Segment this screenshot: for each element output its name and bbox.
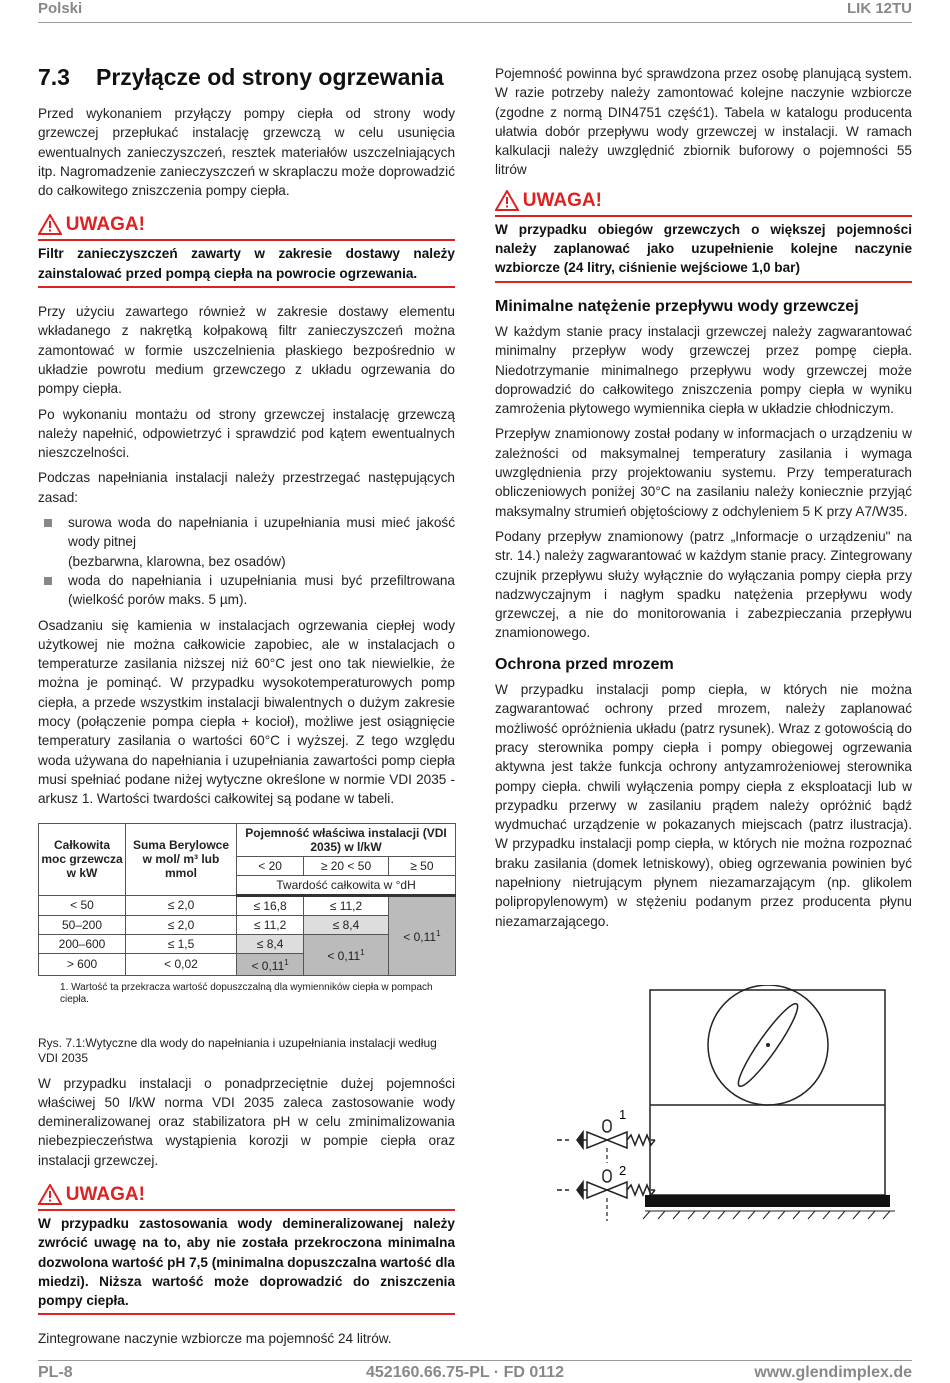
table-cell-merged: < $0,11^1$ (304, 934, 389, 975)
frost-protection-diagram (555, 985, 915, 1225)
left-column (38, 58, 455, 1355)
page-header (38, 0, 912, 23)
unit-base (645, 1195, 890, 1207)
warning-label: UWAGA! (65, 214, 145, 236)
table-row: 200–600 ≤ 1,5 ≤ 8,4 < $0,11^1$ (39, 934, 456, 953)
warning-label: UWAGA! (65, 1183, 145, 1205)
figure-caption: Rys. 7.1:Wytyczne dla wody do napełniania i uzupełniania instalacji według VDI 2035 (38, 1035, 437, 1065)
footer-page-number: PL-8 (38, 1364, 73, 1381)
water-hardness-table (38, 823, 456, 976)
table-header-lt20: < 20 (237, 856, 304, 875)
warning-label: UWAGA! (522, 189, 602, 211)
warning-triangle-icon (495, 190, 519, 211)
table-header-ge50: ≥ 50 (388, 856, 455, 875)
warning-text: W przypadku zastosowania wody demineralizowanej należy zwrócić uwagę na to, aby nie została przekroczona minimalna dozwolona wartość pH 7,5 (minimalna dopuszczalna wartość dla miedzi). Niższa wartość może doprowadzić do zniszczenia pompy ciepła. (38, 1211, 455, 1315)
paragraph: Podany przepływ znamionowy (patrz „Informacje o urządzeniu" na str. 14.) należy zagwarantować w każdym stanie pracy. Zintegrowany czujnik przepływu służy wyłącznie do wyłączania pompy ciepła przy nadzwyczajnym i nagłym spadku natężenia przepływu wody grzewczej, a nie do monitorowania i zabezpieczania przepływu znamionowego. (495, 528, 912, 641)
table-footnote: 1. Wartość ta przekracza wartość dopuszczalną dla wymienników ciepła w pompach ciepła. (60, 981, 433, 1005)
table-header-volume: Pojemność właściwa instalacji (VDI 2035) w l/kW (237, 823, 456, 856)
paragraph: Pojemność powinna być sprawdzona przez osobę planującą system. W razie potrzeby należy zamontować kolejne naczynie wzbiorcze (zgodne z normą DIN4751 część1). Tabela w katalogu producenta ułatwia dobór przepływu wody grzewczej w instalacji. W ramach kalkulacji należy uwzględnić zbiornik buforowy o pojemności 55 litrów (495, 66, 912, 178)
warning-text: Filtr zanieczyszczeń zawarty w zakresie dostawy należy zainstalować przed pompą ciepła na powrocie ogrzewania. (38, 241, 455, 288)
subsection-heading: Ochrona przed mrozem (495, 655, 674, 673)
header-language: Polski (38, 0, 83, 17)
table-header-power: Całkowita moc grzewcza w kW (39, 823, 126, 895)
table-row: < 50 ≤ 2,0 ≤ 16,8 ≤ 11,2 < $0,11^1$ (39, 895, 456, 915)
right-column (495, 64, 912, 937)
warning-text: W przypadku obiegów grzewczych o większej pojemności należy zaplanować jako uzupełnienie kolejne naczynie wzbiorcze (24 litry, ciśnienie wejściowe 1,0 bar) (495, 217, 912, 283)
paragraph: Przy użyciu zawartego również w zakresie dostawy elementu wkładanego z nakrętką kołpakową filtr zanieczyszczeń można zamontować w formie uszczelnienia płaskiego bezpośrednio w układzie powrotu medium grzewczego z układu ogrzewania do pompy ciepła. (38, 304, 455, 397)
paragraph: Osadzaniu się kamienia w instalacjach ogrzewania ciepłej wody użytkowej nie można całkowicie zapobiec, ale w instalacjach o temperaturze zasilania niższej niż 60°C jest ono tak niewielkie, że można je pominąć. W przypadku wysokotemperaturowych pomp ciepła, a przede wszystkim instalacji biwalentnych o dużym zakresie mocy (połączenie pompa ciepła + kocioł), możliwe jest osiągnięcie temperatury zasilania o wartości 60°C i wyższej. Z tego względu woda używana do napełniania i uzupełniania zawartości pomp ciepła musi spełniać podane niżej wytyczne określone w normie VDI 2035 - arkusz 1. Wartości twardości całkowitej są podane w tabeli. (38, 617, 455, 807)
diagram-label-1: 1 (619, 1107, 627, 1122)
table-header-20-50: ≥ 20 < 50 (304, 856, 389, 875)
table-row: 50–200 ≤ 2,0 ≤ 11,2 ≤ 8,4 (39, 915, 456, 934)
paragraph: W każdym stanie pracy instalacji grzewczej należy zagwarantować minimalny przepływ wody grzewczej przez pompę ciepła. Niedotrzymanie minimalnego przepływu wody grzewczej może doprowadzić do całkowitego zniszczenia pompy ciepła w wyniku zamrożenia płytowego wymiennika ciepła w układzie chłodniczym. (495, 323, 912, 417)
warning-triangle-icon (38, 214, 62, 235)
footer-document-id: 452160.66.75-PL · FD 0112 (366, 1364, 565, 1381)
warning-box (38, 1184, 455, 1315)
table-cell-merged: < $0,11^1$ (388, 895, 455, 975)
list-item: woda do napełniania i uzupełniania musi być przefiltrowana (wielkość porów maks. 5 µm). (38, 571, 455, 610)
drain-valve-1 (557, 1120, 655, 1148)
paragraph: W przypadku instalacji o ponadprzeciętnie dużej pojemności właściwej 50 l/kW norma VDI 2035 zaleca zastosowanie wody demineralizowanej oraz stabilizatora pH w celu zminimalizowania niebezpieczeństwa wystąpienia korozji w pompie ciepła oraz instalacji grzewczej. (38, 1075, 455, 1168)
table-header-sum: Suma Berylowce w mol/ m³ lub mmol (126, 823, 237, 895)
header-model: LIK 12TU (846, 0, 912, 17)
footer-website: www.glendimplex.de (754, 1364, 912, 1381)
warning-triangle-icon (38, 1184, 62, 1205)
section-title-text: Przyłącze od strony ogrzewania (96, 64, 444, 90)
paragraph: Przepływ znamionowy został podany w informacjach o urządzeniu w zależności od maksymalnej temperatury zasilania i wymaga uwzględnienia przy projektowaniu systemu. Przy temperaturach obliczeniowych poniżej 30°C na zasilaniu należy koniecznie przyjąć maksymalny strumień objętościowy z odchyleniem 5 K przy A7/W35. (495, 426, 912, 519)
table-header-hardness: Twardość całkowita w °dH (237, 875, 456, 895)
warning-box (495, 190, 912, 283)
paragraph: Zintegrowane naczynie wzbiorcze ma pojemność 24 litrów. (38, 1331, 392, 1347)
warning-box (38, 214, 455, 288)
page-footer (38, 1360, 912, 1383)
subsection-heading: Minimalne natężenie przepływu wody grzewczej (495, 297, 859, 315)
paragraph: W przypadku instalacji pomp ciepła, w których nie można zagwarantować ochrony przed mrozem, należy zaplanować możliwość opróżnienia układu (patrz rysunek). Wraz z gotowością do pracy sterownika pompy ciepła i pompy obiegowej ogrzewania aktywna jest także funkcja ochrony antyzamrożeniowej sterownika pompy ciepła. chwili wyłączenia pompy ciepła z eksploatacji lub w przypadku przerwy w zasilaniu prądem należy opróżnić bądź wydmuchać urządzenie w pokazanych miejscach (patrz ilustracja). W przypadku instalacji pomp ciepła, w których nie można rozpoznać braku zasilania (domek letniskowy), obieg ogrzewania powinien być napełniony nietrującym płynem niezamarzającym (np. glikolem polipropylenowym) w stężeniu podanym przez producenta płynu niezamarzającego. (495, 682, 912, 929)
table-row: > 600 < 0,02 < $0,11^1$ (39, 953, 456, 975)
bullet-list (38, 513, 455, 609)
diagram-label-2: 2 (619, 1163, 627, 1178)
paragraph: Przed wykonaniem przyłączy pompy ciepła od strony wody grzewczej przepłukać instalację grzewczą w celu usunięcia ewentualnych zanieczyszczeń, resztek materiałów uszczelniających itp. Nagromadzenie zanieczyszczeń w skraplaczu może doprowadzić do całkowitego zniszczenia pompy ciepła. (38, 106, 455, 199)
paragraph: Po wykonaniu montażu od strony grzewczej instalację grzewczą należy napełnić, odpowietrzyć i sprawdzić pod kątem ewentualnych nieszczelności. (38, 406, 455, 461)
drain-valve-2 (557, 1170, 655, 1198)
unit-housing (650, 990, 885, 1195)
list-item: surowa woda do napełniania i uzupełniania musi mieć jakość wody pitnej (bezbarwna, klarowna, bez osadów) (38, 513, 455, 571)
section-number: 7.3 (38, 64, 70, 90)
paragraph: Podczas napełniania instalacji należy przestrzegać następujących zasad: (38, 470, 455, 505)
section-title (38, 62, 455, 92)
